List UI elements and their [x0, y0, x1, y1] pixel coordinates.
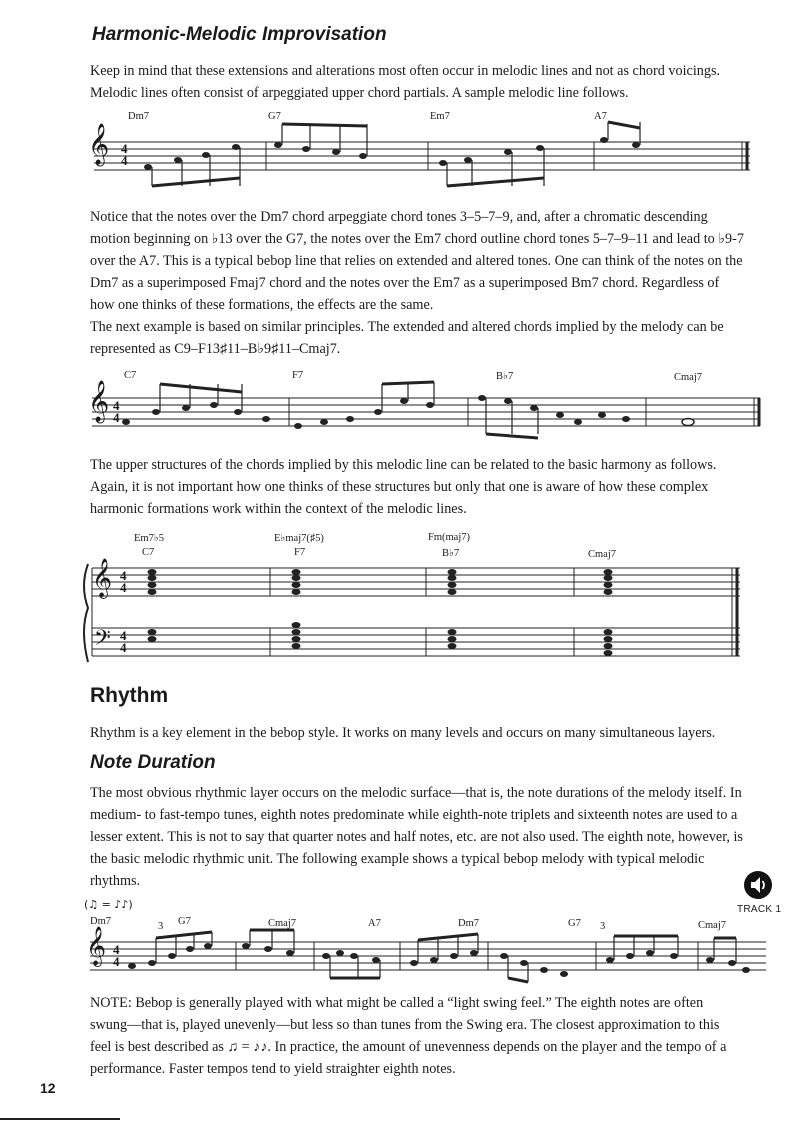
chord-label: Cmaj7 — [268, 918, 296, 929]
track-label: TRACK 1 — [737, 904, 782, 915]
paragraph-next-example: The next example is based on similar principles. The extended and altered chords implied by the melody can be represented as C9–F13♯11–B♭9♯11–Cmaj7. — [90, 319, 724, 357]
chord-label: G7 — [268, 111, 281, 122]
swing-notation: (♫ = ♪♪) — [84, 898, 133, 911]
chord-label: F7 — [294, 547, 306, 558]
chord-label: Dm7 — [90, 916, 111, 927]
chord-label: Cmaj7 — [588, 549, 616, 560]
chord-label: B♭7 — [442, 548, 460, 559]
chord-label: C7 — [124, 370, 137, 381]
chord-label: Em7 — [430, 111, 450, 122]
upper-chord-label: E♭maj7(♯5) — [274, 533, 324, 544]
section-heading-rhythm: Rhythm — [90, 684, 169, 707]
paragraph-note-duration: The most obvious rhythmic layer occurs on the melodic surface—that is, the note durations of the melody itself. In medium- to fast-tempo tunes, eighth notes predominate while eighth-note triplets and sixteenth notes are used to a lesser extent. This is not to say that quarter notes and half notes, etc. are not also used. The eighth note, however, is the basic melodic rhythmic unit. The following example shows a typical bebop melody with typical melodic rhythms. — [90, 785, 743, 889]
chord-label: Dm7 — [458, 918, 479, 929]
chord-label: A7 — [594, 111, 607, 122]
time-signature: 4 4 — [113, 942, 120, 969]
chord-label: Cmaj7 — [674, 372, 702, 383]
triplet-mark: 3 — [600, 921, 606, 932]
paragraph-rhythm: Rhythm is a key element in the bebop style. It works on many levels and occurs on many simultaneous layers. — [90, 725, 716, 741]
time-signature: 4 4 — [113, 398, 120, 425]
section-heading-harmonic: Harmonic-Melodic Improvisation — [92, 24, 387, 45]
paragraph-upper-structures: The upper structures of the chords implied by this melodic line can be related to the basic harmony as follows. Again, it is not important how one thinks of these structures but only that one is aware of how these complex harmonic formations work within the context of the melodic lines. — [90, 457, 717, 517]
bass-clef-icon: 𝄢 — [94, 626, 111, 656]
staff-ex1 — [88, 120, 758, 190]
grand-staff-ex3 — [78, 556, 748, 676]
time-signature: 4 4 — [120, 568, 127, 595]
treble-clef-icon: 𝄞 — [86, 926, 107, 966]
staff-ex4 — [84, 926, 774, 988]
upper-chord-label: Fm(maj7) — [428, 532, 470, 543]
page-number: 12 — [40, 1080, 56, 1096]
footer-rule — [0, 1118, 120, 1120]
triplet-mark: 3 — [158, 921, 164, 932]
treble-clef-icon: 𝄞 — [92, 558, 113, 598]
treble-clef-icon: 𝄞 — [88, 124, 110, 165]
chord-label: Cmaj7 — [698, 920, 726, 931]
chord-label: C7 — [142, 547, 155, 558]
paragraph-intro: Keep in mind that these extensions and alterations most often occur in melodic lines and not as chord voicings. Melodic lines often consist of arpeggiated upper chord partials. A sample melodic line follows. — [90, 63, 721, 101]
upper-chord-label: Em7♭5 — [134, 533, 165, 544]
section-heading-note-duration: Note Duration — [90, 752, 216, 773]
chord-label: B♭7 — [496, 371, 514, 382]
treble-clef-icon: 𝄞 — [88, 381, 110, 422]
paragraph-analysis: Notice that the notes over the Dm7 chord arpeggiate chord tones 3–5–7–9, and, after a chromatic descending motion beginning on ♭13 over the G7, the notes over the Em7 chord outline chord tones 5–7–9–11 and lead to ♭9-7 over the A7. This is a typical bebop line that relies on extended and altered tones. One can think of the notes on the Dm7 as a superimposed Fmaj7 chord and the notes over the Em7 as a superimposed Bm7 chord. Regardless of how one thinks of these formations, the effects are the same. — [90, 209, 744, 313]
speaker-icon[interactable] — [744, 871, 772, 899]
time-signature: 4 4 — [120, 628, 127, 655]
time-signature: 4 4 — [121, 141, 128, 168]
paragraph-note: NOTE: Bebop is generally played with what might be called a “light swing feel.” The eighth notes are often swung—that is, played unevenly—but less so than tunes from the Swing era. The closest approximation to this feel is best described as ♫ = ♪♪. In practice, the amount of unevenness depends on the player and the tempo of a performance. Faster tempos tend to yield straighter eighth notes. — [90, 995, 727, 1077]
staff-ex2 — [86, 378, 766, 448]
chord-label: G7 — [568, 918, 581, 929]
chord-label: F7 — [292, 370, 304, 381]
chord-label: A7 — [368, 918, 381, 929]
chord-label: Dm7 — [128, 111, 149, 122]
chord-label: G7 — [178, 916, 191, 927]
